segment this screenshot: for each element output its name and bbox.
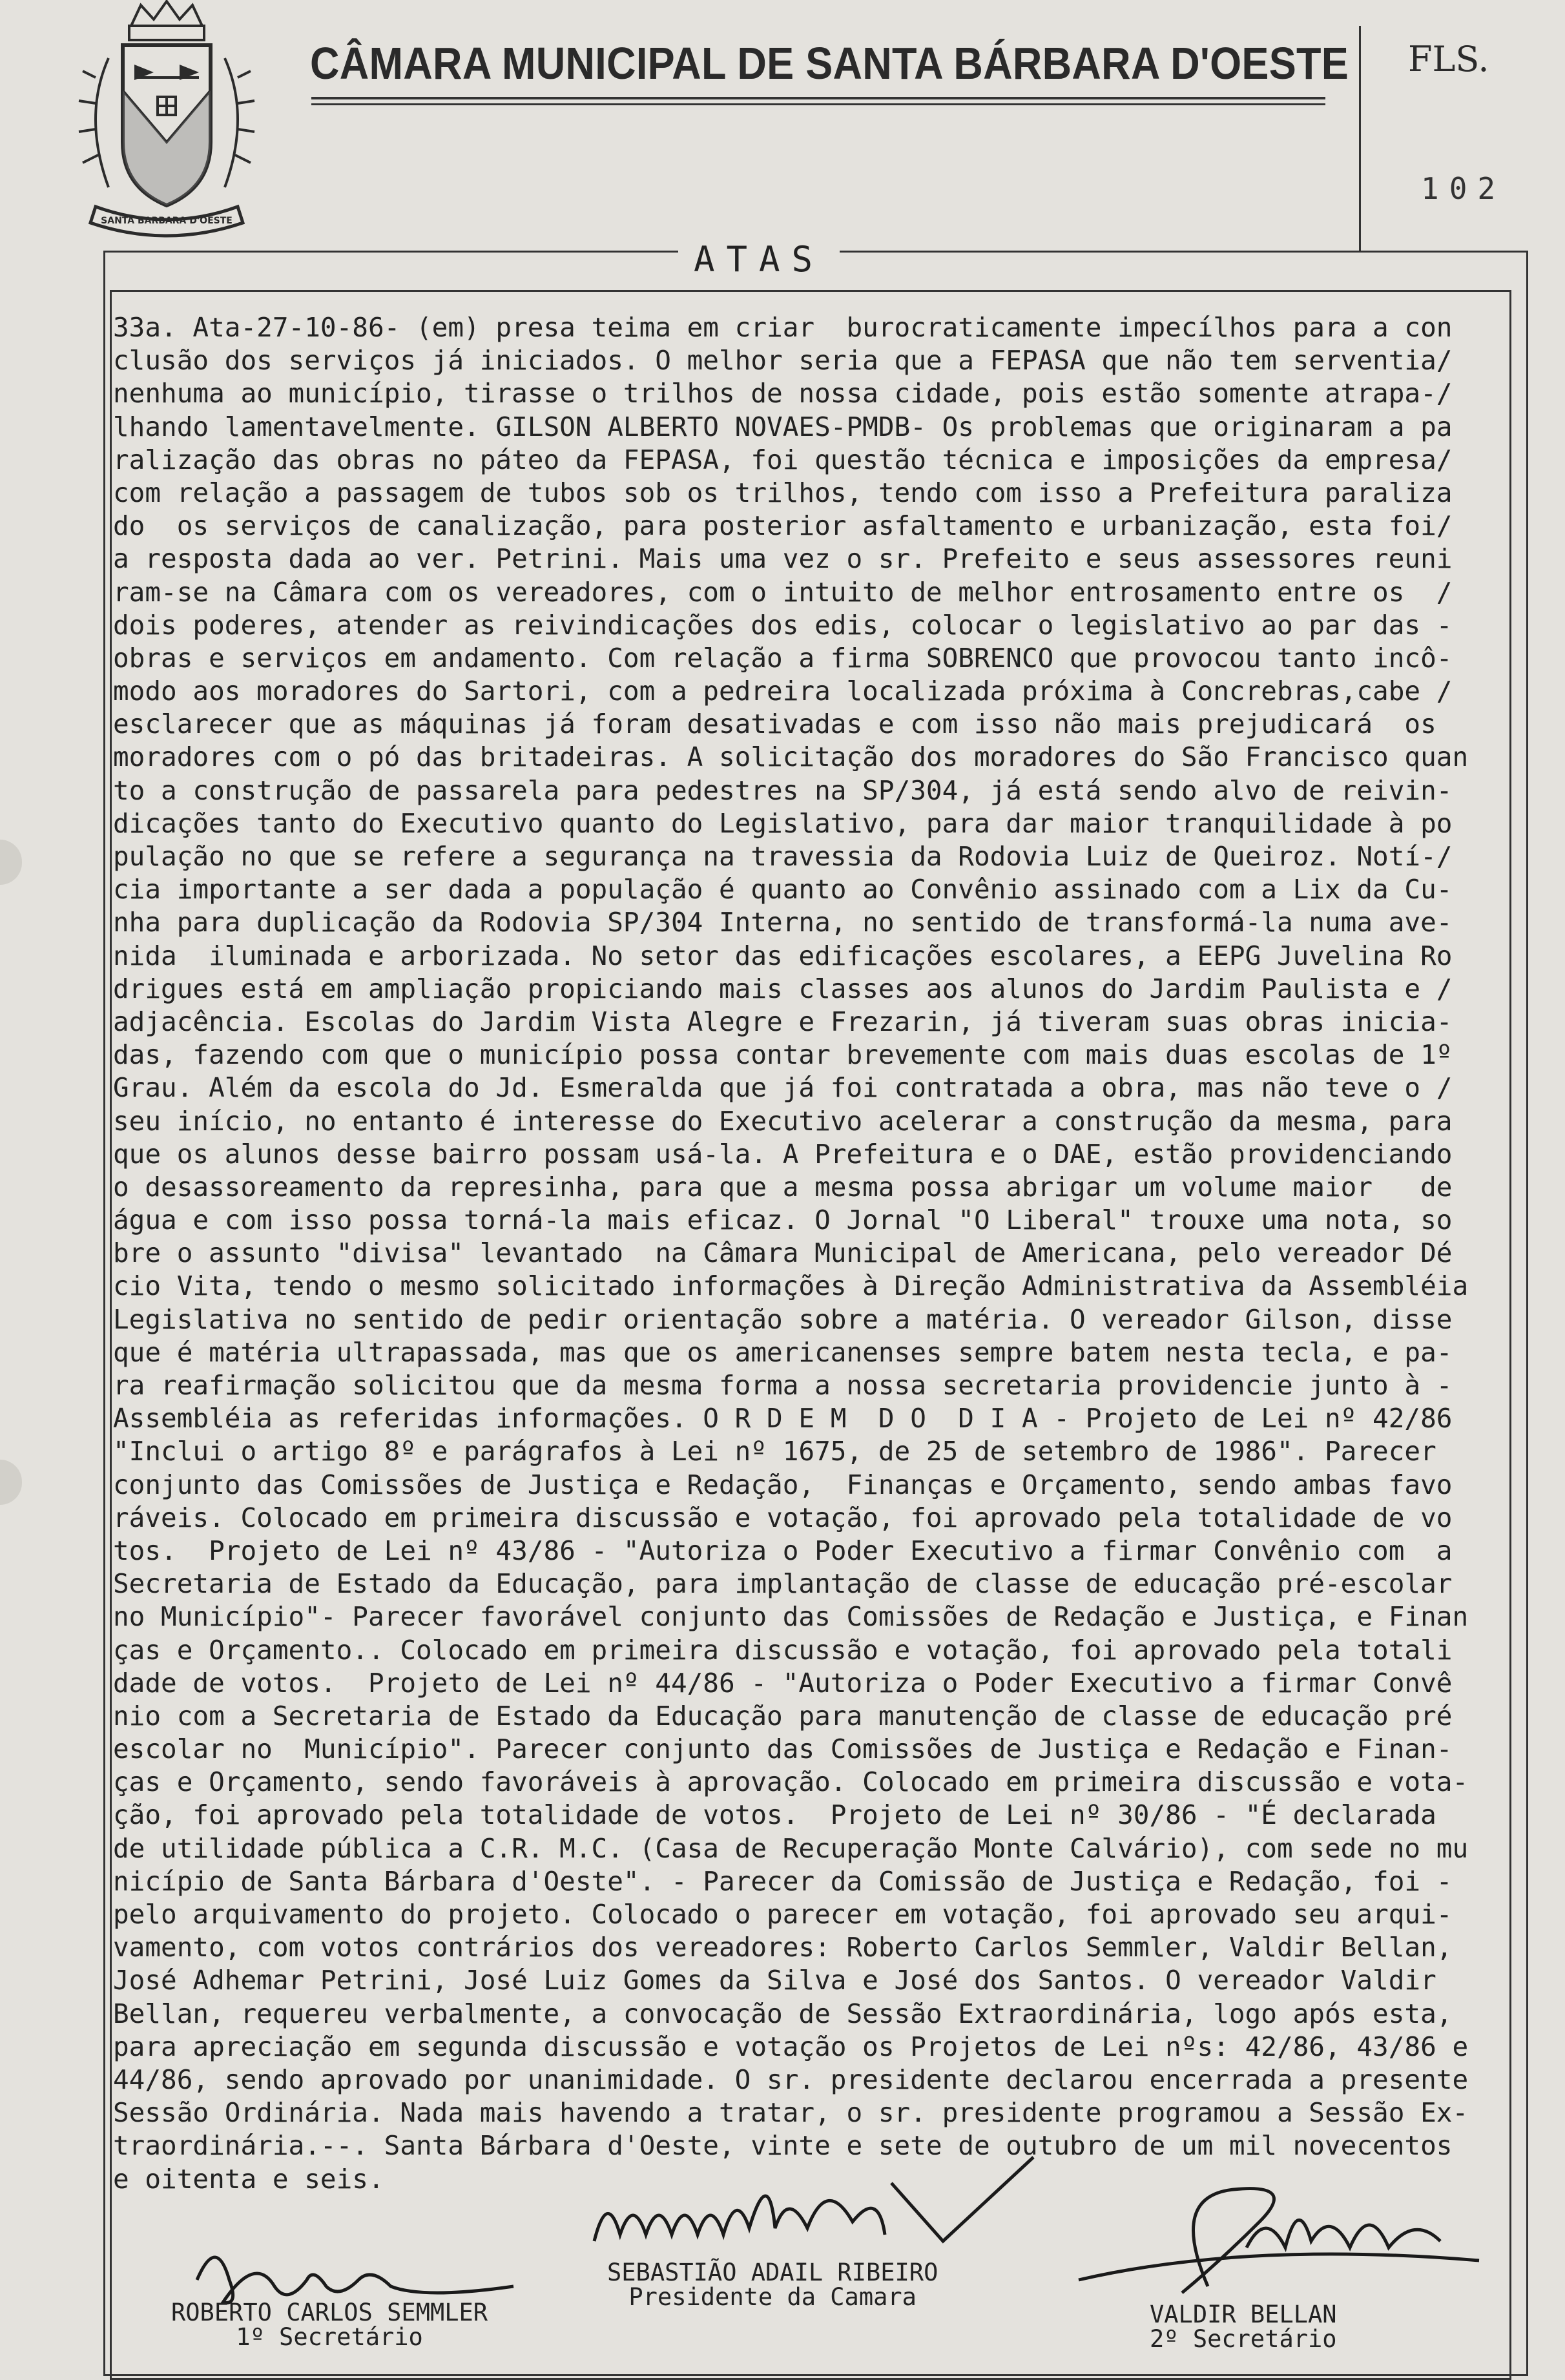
minutes-line: seu início, no entanto é interesse do Executivo acelerar a construção da mesma, para xyxy=(113,1105,1453,1137)
minutes-line: clusão dos serviços já iniciados. O melhor seria que a FEPASA que não tem serventia/ xyxy=(113,345,1453,377)
minutes-line: 33a. Ata-27-10-86- (em) presa teima em criar burocraticamente impecílhos para a con xyxy=(113,312,1453,343)
title-rule xyxy=(311,103,1325,105)
minutes-line: esclarecer que as máquinas já foram desativadas e com isso não mais prejudicará os xyxy=(113,709,1436,740)
crest-motto: SANTA BARBARA D'OESTE xyxy=(101,216,233,226)
minutes-line: cio Vita, tendo o mesmo solicitado informações à Direção Administrativa da Assembléia xyxy=(113,1270,1469,1302)
minutes-line: 44/86, sendo aprovado por unanimidade. O sr. presidente declarou encerrada a presente xyxy=(113,2064,1469,2095)
minutes-line: modo aos moradores do Sartori, com a pedreira localizada próxima à Concrebras,cabe / xyxy=(113,676,1453,707)
minutes-line: adjacência. Escolas do Jardim Vista Alegre e Frezarin, já tiveram suas obras inicia- xyxy=(113,1006,1453,1037)
fls-label: FLS. xyxy=(1408,39,1489,79)
minutes-line: escolar no Município". Parecer conjunto das Comissões de Justiça e Redação e Finan- xyxy=(113,1733,1453,1765)
minutes-line: Sessão Ordinária. Nada mais havendo a tratar, o sr. presidente programou a Sessão Ex- xyxy=(113,2097,1469,2129)
signatory-name: ROBERTO CARLOS SEMMLER xyxy=(171,2299,488,2326)
folio-number: 102 xyxy=(1421,171,1506,206)
minutes-line: ráveis. Colocado em primeira discussão e votação, foi aprovado pela totalidade de vo xyxy=(113,1502,1453,1533)
minutes-line: cia importante a ser dada a população é quanto ao Convênio assinado com a Lix da Cu- xyxy=(113,874,1453,905)
title-rule xyxy=(311,97,1325,99)
minutes-line: no Município"- Parecer favorável conjunto das Comissões de Redação e Justiça, e Finan xyxy=(113,1601,1469,1633)
minutes-line: que os alunos desse bairro possam usá-la. A Prefeitura e o DAE, estão providenciando xyxy=(113,1138,1453,1170)
minutes-line: nida iluminada e arborizada. No setor das edificações escolares, a EEPG Juvelina Ro xyxy=(113,940,1453,971)
signatory-role: Presidente da Camara xyxy=(628,2283,917,2311)
minutes-line: Legislativa no sentido de pedir orientação sobre a matéria. O vereador Gilson, disse xyxy=(113,1303,1453,1335)
minutes-line: traordinária.--. Santa Bárbara d'Oeste, vinte e sete de outubro de um mil novecentos xyxy=(113,2130,1453,2162)
minutes-line: e oitenta e seis. xyxy=(113,2163,384,2195)
signatory-role: 2º Secretário xyxy=(1150,2325,1337,2353)
minutes-line: nha para duplicação da Rodovia SP/304 Interna, no sentido de transformá-la numa ave- xyxy=(113,907,1453,938)
minutes-line: tos. Projeto de Lei nº 43/86 - "Autoriza o Poder Executivo a firmar Convênio com a xyxy=(113,1535,1453,1566)
minutes-line: ças e Orçamento.. Colocado em primeira discussão e votação, foi aprovado pela totali xyxy=(113,1634,1453,1666)
minutes-line: nicípio de Santa Bárbara d'Oeste". - Parecer da Comissão de Justiça e Redação, foi - xyxy=(113,1865,1453,1897)
signature-valdir-bellan xyxy=(1053,2170,1505,2312)
punch-hole-mark xyxy=(0,1460,22,1505)
minutes-line: nenhuma ao município, tirasse o trilhos de nossa cidade, pois estão somente atrapa-/ xyxy=(113,378,1453,409)
minutes-line: dade de votos. Projeto de Lei nº 44/86 - "Autoriza o Poder Executivo a firmar Convê xyxy=(113,1667,1453,1699)
signatory-second-secretary xyxy=(1150,2302,1337,2352)
minutes-line: obras e serviços em andamento. Com relação a firma SOBRENCO que provocou tanto incô- xyxy=(113,642,1453,674)
minutes-line: Assembléia as referidas informações. O R D E M D O D I A - Projeto de Lei nº 42/86 xyxy=(113,1403,1453,1434)
minutes-line: Grau. Além da escola do Jd. Esmeralda que já foi contratada a obra, mas não teve o / xyxy=(113,1072,1453,1104)
minutes-line: dicações tanto do Executivo quanto do Legislativo, para dar maior tranquilidade à po xyxy=(113,807,1453,839)
section-title: ATAS xyxy=(678,239,840,280)
minutes-line: ralização das obras no páteo da FEPASA, foi questão técnica e imposições da empresa/ xyxy=(113,444,1453,475)
minutes-line: pulação no que se refere a segurança na travessia da Rodovia Luiz de Queiroz. Notí-/ xyxy=(113,841,1453,872)
chamber-title: CÂMARA MUNICIPAL DE SANTA BÁRBARA D'OESTE xyxy=(310,38,1349,88)
signature-sebastiao-adail-ribeiro xyxy=(581,2151,1072,2267)
minutes-line: drigues está em ampliação propiciando mais classes aos alunos do Jardim Paulista e / xyxy=(113,973,1453,1004)
minutes-line: ra reafirmação solicitou que da mesma forma a nossa secretaria providencie junto à - xyxy=(113,1370,1453,1401)
minutes-line: dois poderes, atender as reivindicações dos edis, colocar o legislativo ao par das - xyxy=(113,609,1453,641)
municipal-crest-icon xyxy=(70,0,264,238)
minutes-line: para apreciação em segunda discussão e votação os Projetos de Lei nºs: 42/86, 43/86 e xyxy=(113,2031,1469,2062)
signatory-first-secretary xyxy=(171,2301,488,2350)
minutes-line: to a construção de passarela para pedestres na SP/304, já está sendo alvo de reivin- xyxy=(113,774,1453,806)
punch-hole-mark xyxy=(0,840,22,885)
header-divider xyxy=(1359,26,1361,252)
minutes-line: pelo arquivamento do projeto. Colocado o parecer em votação, foi aprovado seu arqui- xyxy=(113,1899,1453,1930)
minutes-line: moradores com o pó das britadeiras. A solicitação dos moradores do São Francisco quan xyxy=(113,741,1469,773)
minutes-line: o desassoreamento da represinha, para que a mesma possa abrigar um volume maior de xyxy=(113,1171,1453,1203)
minutes-text xyxy=(113,311,1502,2196)
minutes-line: com relação a passagem de tubos sob os trilhos, tendo com isso a Prefeitura paraliza xyxy=(113,477,1453,508)
signatory-name: VALDIR BELLAN xyxy=(1150,2301,1337,2328)
minutes-line: de utilidade pública a C.R. M.C. (Casa de Recuperação Monte Calvário), com sede no mu xyxy=(113,1832,1469,1864)
minutes-line: vamento, com votos contrários dos vereadores: Roberto Carlos Semmler, Valdir Bellan, xyxy=(113,1932,1453,1963)
minutes-line: ças e Orçamento, sendo favoráveis à aprovação. Colocado em primeira discussão e vota- xyxy=(113,1766,1469,1798)
minutes-line: nio com a Secretaria de Estado da Educação para manutenção de classe de educação pré xyxy=(113,1700,1453,1732)
minutes-line: ção, foi aprovado pela totalidade de votos. Projeto de Lei nº 30/86 - "É declarada xyxy=(113,1799,1436,1831)
minutes-line: do os serviços de canalização, para posterior asfaltamento e urbanização, esta foi/ xyxy=(113,510,1453,542)
minutes-line: das, fazendo com que o município possa contar brevemente com mais duas escolas de 1º xyxy=(113,1039,1453,1071)
minutes-line: conjunto das Comissões de Justiça e Redação, Finanças e Orçamento, sendo ambas favo xyxy=(113,1469,1453,1500)
signatory-name: SEBASTIÃO ADAIL RIBEIRO xyxy=(607,2259,938,2286)
minutes-line: "Inclui o artigo 8º e parágrafos à Lei nº 1675, de 25 de setembro de 1986". Parecer xyxy=(113,1436,1436,1467)
minutes-line: que é matéria ultrapassada, mas que os americanenses sempre batem nesta tecla, e pa- xyxy=(113,1336,1453,1368)
minutes-line: ram-se na Câmara com os vereadores, com o intuito de melhor entrosamento entre os / xyxy=(113,576,1453,608)
signatory-role: 1º Secretário xyxy=(236,2323,423,2351)
minutes-line: bre o assunto "divisa" levantado na Câmara Municipal de Americana, pelo vereador Dé xyxy=(113,1237,1453,1269)
minutes-line: água e com isso possa torná-la mais eficaz. O Jornal "O Liberal" trouxe uma nota, so xyxy=(113,1205,1453,1236)
minutes-line: Bellan, requereu verbalmente, a convocação de Sessão Extraordinária, logo após esta, xyxy=(113,1998,1453,2029)
minutes-line: lhando lamentavelmente. GILSON ALBERTO NOVAES-PMDB- Os problemas que originaram a pa xyxy=(113,411,1453,442)
minutes-line: Secretaria de Estado da Educação, para implantação de classe de educação pré-escolar xyxy=(113,1568,1453,1600)
signatory-president xyxy=(607,2261,938,2310)
minutes-line: José Adhemar Petrini, José Luiz Gomes da Silva e José dos Santos. O vereador Valdir xyxy=(113,1965,1436,1996)
minutes-line: a resposta dada ao ver. Petrini. Mais uma vez o sr. Prefeito e seus assessores reuni xyxy=(113,543,1453,575)
